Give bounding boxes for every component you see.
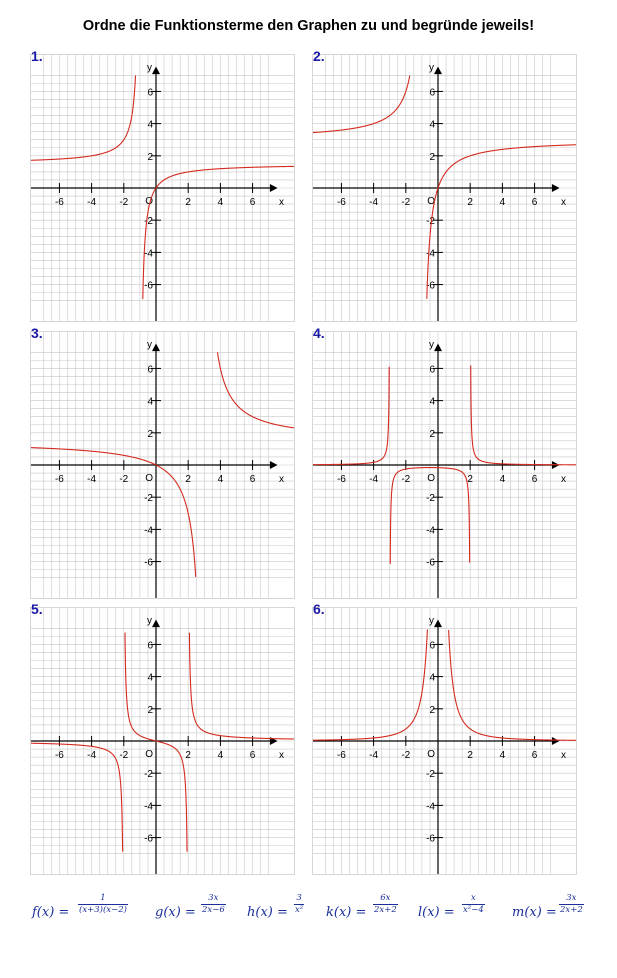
y-tick-label: -2 xyxy=(144,216,153,228)
x-tick-label: -6 xyxy=(336,474,346,485)
y-tick-label: 2 xyxy=(429,151,435,163)
y-tick-label: 6 xyxy=(429,87,435,99)
y-tick-label: 4 xyxy=(429,119,435,131)
x-axis-label: x xyxy=(561,474,567,485)
y-tick-label: -4 xyxy=(426,525,435,537)
graph-4-plot xyxy=(312,331,577,599)
graph-panel-3 xyxy=(30,325,295,599)
y-tick-label: -2 xyxy=(144,769,153,781)
y-tick-label: 4 xyxy=(147,119,153,131)
y-axis-label: y xyxy=(147,339,152,351)
formula-lhs: f(x) = xyxy=(32,905,70,920)
x-tick-label: -2 xyxy=(401,197,411,208)
x-tick-label: -4 xyxy=(369,750,379,761)
formula-lhs: h(x) = xyxy=(247,905,288,920)
y-tick-label: 6 xyxy=(429,640,435,652)
y-tick-label: 2 xyxy=(429,704,435,716)
graph-number: 2. xyxy=(313,48,325,64)
formula-numerator: 6x xyxy=(373,893,398,905)
x-tick-label: -2 xyxy=(119,750,129,761)
x-tick-label: -6 xyxy=(54,474,64,485)
x-tick-label: 6 xyxy=(531,750,538,761)
y-axis-label: y xyxy=(147,62,152,74)
x-tick-label: 2 xyxy=(185,474,191,485)
x-tick-label: -2 xyxy=(401,750,411,761)
formula-fraction xyxy=(373,893,398,916)
y-tick-label: 6 xyxy=(147,87,153,99)
x-tick-label: -4 xyxy=(87,750,97,761)
graph-number: 5. xyxy=(31,601,43,617)
x-tick-label: -2 xyxy=(401,474,411,485)
x-tick-label: 2 xyxy=(467,197,473,208)
y-tick-label: 2 xyxy=(429,428,435,440)
x-tick-label: 6 xyxy=(249,750,256,761)
y-tick-label: -4 xyxy=(144,801,153,813)
formula-denominator: x²−4 xyxy=(463,905,484,915)
graph-panel-6 xyxy=(312,601,577,875)
graph-number: 6. xyxy=(313,601,325,617)
y-tick-label: -6 xyxy=(426,557,435,569)
formula-fraction xyxy=(201,893,226,916)
y-tick-label: -4 xyxy=(426,801,435,813)
x-tick-label: -4 xyxy=(87,474,97,485)
graph-1-plot xyxy=(30,54,295,322)
graph-3-plot xyxy=(30,331,295,599)
x-tick-label: -4 xyxy=(87,197,97,208)
formula-fraction xyxy=(462,893,485,916)
y-tick-label: -4 xyxy=(144,248,153,260)
y-tick-label: -2 xyxy=(426,769,435,781)
y-tick-label: 6 xyxy=(147,640,153,652)
x-axis-label: x xyxy=(279,197,285,208)
x-tick-label: 6 xyxy=(531,197,538,208)
y-axis-label: y xyxy=(429,62,434,74)
graph-6-plot xyxy=(312,607,577,875)
y-tick-label: -2 xyxy=(426,493,435,505)
x-tick-label: -6 xyxy=(54,197,64,208)
graph-5-plot xyxy=(30,607,295,875)
x-axis-label: x xyxy=(561,750,567,761)
origin-label: O xyxy=(427,749,435,760)
x-tick-label: -6 xyxy=(336,197,346,208)
x-tick-label: 4 xyxy=(499,197,506,208)
y-tick-label: 6 xyxy=(147,364,153,376)
y-tick-label: 4 xyxy=(147,396,153,408)
y-tick-label: -6 xyxy=(144,280,153,292)
y-tick-label: -6 xyxy=(144,833,153,845)
origin-label: O xyxy=(145,749,153,760)
formula-denominator: 2x+2 xyxy=(560,905,583,915)
x-tick-label: 4 xyxy=(217,750,224,761)
graph-number: 3. xyxy=(31,325,43,341)
y-axis-label: y xyxy=(429,615,434,627)
graph-number: 1. xyxy=(31,48,43,64)
y-tick-label: 4 xyxy=(147,672,153,684)
formula-numerator: 3 xyxy=(294,893,304,905)
x-tick-label: 6 xyxy=(531,474,538,485)
formula-fraction xyxy=(78,893,128,916)
x-tick-label: -4 xyxy=(369,197,379,208)
x-tick-label: 2 xyxy=(185,197,191,208)
y-tick-label: -6 xyxy=(426,280,435,292)
x-axis-label: x xyxy=(279,750,285,761)
formula-lhs: k(x) = xyxy=(326,905,367,920)
y-tick-label: -2 xyxy=(426,216,435,228)
x-tick-label: 4 xyxy=(499,750,506,761)
y-tick-label: 6 xyxy=(429,364,435,376)
formula-lhs: m(x) = xyxy=(512,905,557,920)
origin-label: O xyxy=(145,196,153,207)
y-tick-label: -4 xyxy=(426,248,435,260)
x-tick-label: -2 xyxy=(119,474,129,485)
origin-label: O xyxy=(145,473,153,484)
formula-numerator: 3x xyxy=(201,893,226,905)
y-tick-label: 4 xyxy=(429,396,435,408)
formula-denominator: 2x+2 xyxy=(374,905,397,915)
graph-panel-4 xyxy=(312,325,577,599)
graph-number: 4. xyxy=(313,325,325,341)
y-tick-label: 2 xyxy=(147,704,153,716)
y-tick-label: 2 xyxy=(147,428,153,440)
x-axis-label: x xyxy=(279,474,285,485)
x-tick-label: 4 xyxy=(217,474,224,485)
y-tick-label: -6 xyxy=(426,833,435,845)
x-tick-label: 2 xyxy=(185,750,191,761)
graph-2-plot xyxy=(312,54,577,322)
graph-panel-5 xyxy=(30,601,295,875)
y-tick-label: 4 xyxy=(429,672,435,684)
x-tick-label: 4 xyxy=(499,474,506,485)
formula-numerator: x xyxy=(462,893,485,905)
formula-lhs: l(x) = xyxy=(418,905,455,920)
y-axis-label: y xyxy=(429,339,434,351)
formula-fraction xyxy=(559,893,584,916)
y-tick-label: -6 xyxy=(144,557,153,569)
x-tick-label: 6 xyxy=(249,474,256,485)
y-axis-label: y xyxy=(147,615,152,627)
formula-denominator: (x+3)(x−2) xyxy=(79,905,127,915)
graph-panel-2 xyxy=(312,48,577,322)
graph-panel-1 xyxy=(30,48,295,322)
x-tick-label: -4 xyxy=(369,474,379,485)
origin-label: O xyxy=(427,196,435,207)
x-tick-label: 6 xyxy=(249,197,256,208)
formula-numerator: 1 xyxy=(78,893,128,905)
formula-numerator: 3x xyxy=(559,893,584,905)
x-tick-label: 2 xyxy=(467,750,473,761)
formula-fraction xyxy=(294,893,304,916)
x-tick-label: 2 xyxy=(467,474,473,485)
x-tick-label: 4 xyxy=(217,197,224,208)
x-axis-label: x xyxy=(561,197,567,208)
formula-lhs: g(x) = xyxy=(155,905,196,920)
formula-denominator: 2x−6 xyxy=(202,905,225,915)
formula-row xyxy=(0,893,617,933)
y-tick-label: -4 xyxy=(144,525,153,537)
x-tick-label: -2 xyxy=(119,197,129,208)
y-tick-label: 2 xyxy=(147,151,153,163)
y-tick-label: -2 xyxy=(144,493,153,505)
worksheet-title: Ordne die Funktionsterme den Graphen zu und begründe jeweils! xyxy=(82,18,535,34)
x-tick-label: -6 xyxy=(54,750,64,761)
x-tick-label: -6 xyxy=(336,750,346,761)
origin-label: O xyxy=(427,473,435,484)
formula-denominator: x² xyxy=(295,905,304,915)
